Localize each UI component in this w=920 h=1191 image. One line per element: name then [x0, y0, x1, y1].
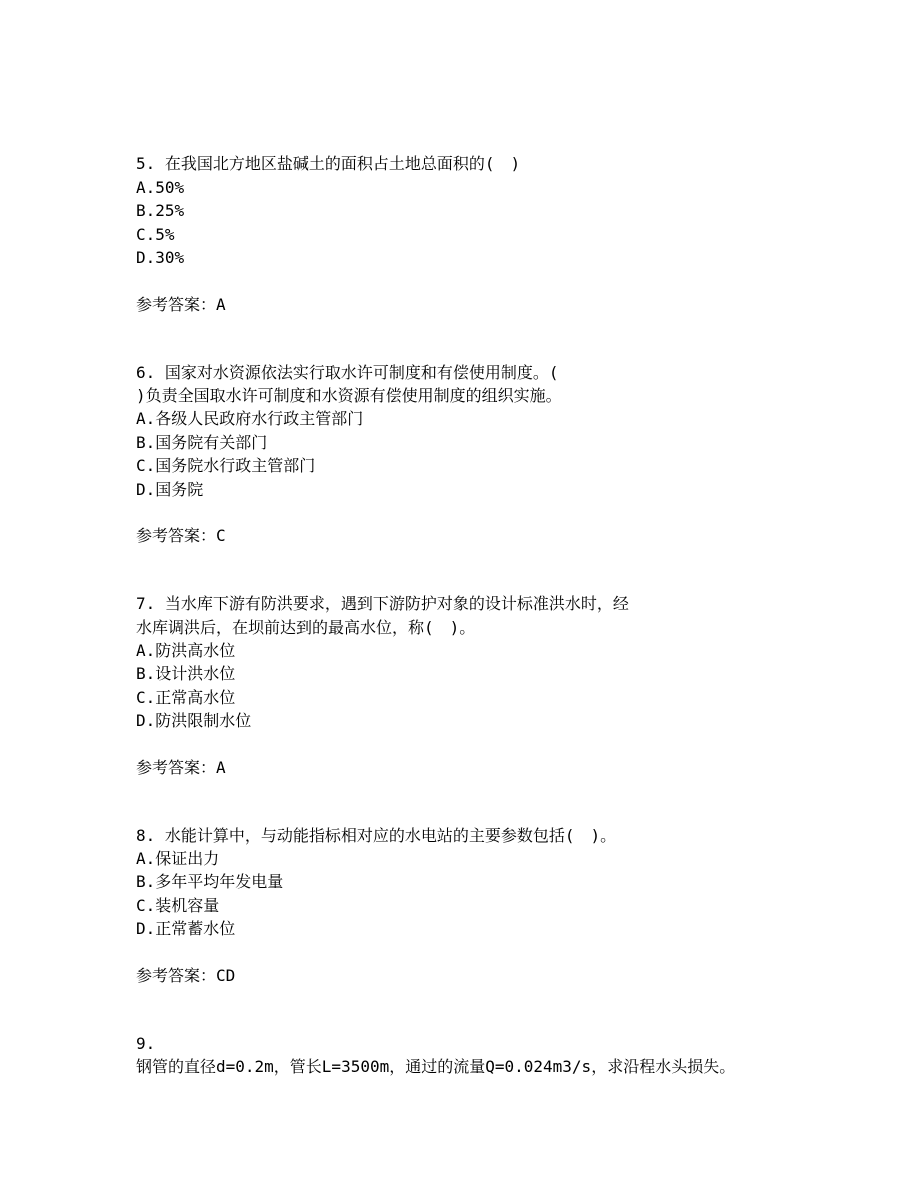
question-6-option-d: D.国务院	[136, 480, 204, 499]
question-6-option-a: A.各级人民政府水行政主管部门	[136, 409, 364, 428]
question-6-option-b: B.国务院有关部门	[136, 433, 268, 452]
question-5-stem-line-1: 5. 在我国北方地区盐碱土的面积占土地总面积的( )	[136, 154, 521, 173]
question-5-option-d: D.30%	[136, 248, 185, 267]
question-7-option-b: B.设计洪水位	[136, 664, 236, 683]
question-7-answer: 参考答案：A	[136, 758, 226, 777]
document-page	[136, 0, 876, 1191]
question-5-answer: 参考答案：A	[136, 295, 226, 314]
question-6-stem-line-1: 6. 国家对水资源依法实行取水许可制度和有偿使用制度。(	[136, 363, 559, 382]
question-5-option-c: C.5%	[136, 225, 175, 244]
question-8-option-a: A.保证出力	[136, 849, 220, 868]
question-8-stem-line-1: 8. 水能计算中，与动能指标相对应的水电站的主要参数包括( )。	[136, 826, 617, 845]
question-6-stem-line-2: )负责全国取水许可制度和水资源有偿使用制度的组织实施。	[136, 386, 562, 405]
question-7-option-a: A.防洪高水位	[136, 641, 236, 660]
question-9-number: 9.	[136, 1034, 156, 1053]
question-8-option-d: D.正常蓄水位	[136, 919, 236, 938]
question-6-answer: 参考答案：C	[136, 526, 226, 545]
question-8-option-b: B.多年平均年发电量	[136, 872, 284, 891]
question-7-option-c: C.正常高水位	[136, 688, 236, 707]
question-8-answer: 参考答案：CD	[136, 966, 236, 985]
question-8-option-c: C.装机容量	[136, 896, 220, 915]
question-7-stem-line-2: 水库调洪后，在坝前达到的最高水位，称( )。	[136, 618, 476, 637]
question-7-stem-line-1: 7. 当水库下游有防洪要求，遇到下游防护对象的设计标准洪水时，经	[136, 594, 629, 613]
question-9-stem-line-2: 钢管的直径d=0.2m，管长L=3500m，通过的流量Q=0.024m3/s，求沿程水头损失。	[136, 1057, 736, 1076]
question-6-option-c: C.国务院水行政主管部门	[136, 456, 316, 475]
question-5-option-a: A.50%	[136, 178, 185, 197]
question-7-option-d: D.防洪限制水位	[136, 711, 252, 730]
question-5-option-b: B.25%	[136, 201, 185, 220]
